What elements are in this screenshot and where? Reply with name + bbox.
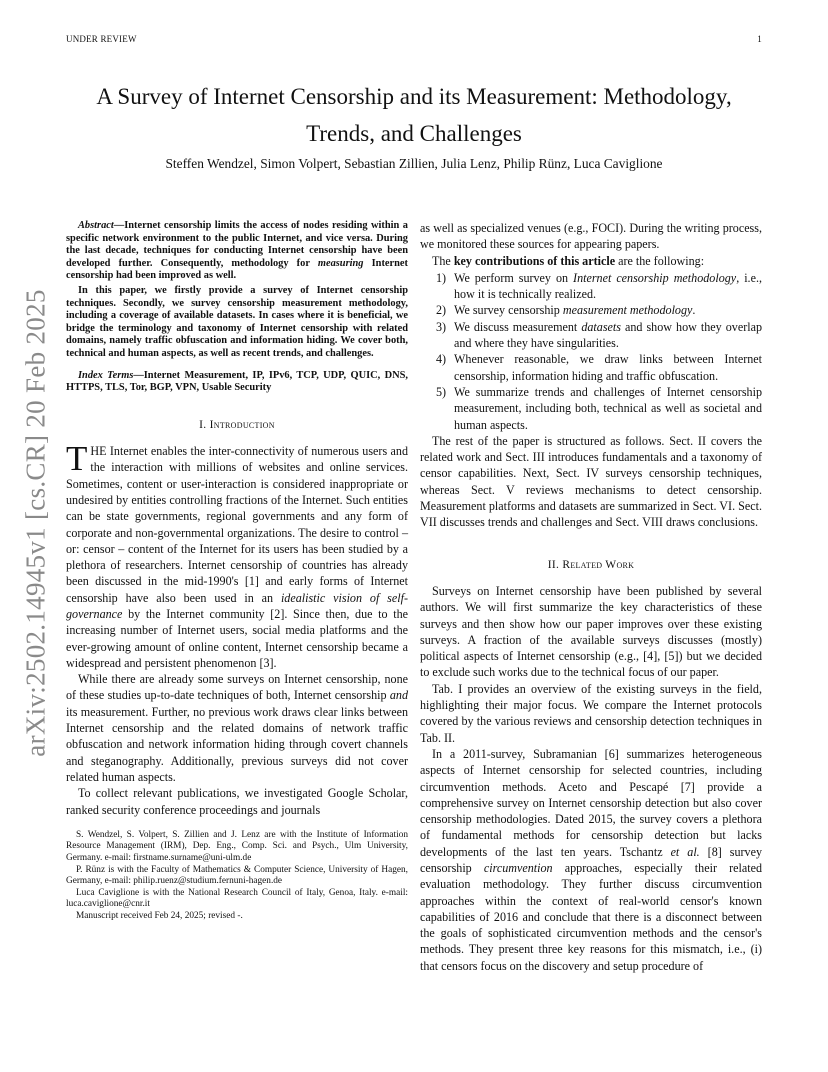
contributions-list — [420, 270, 762, 433]
paper-title: A Survey of Internet Censorship and its Measurement: Methodology, Trends, and Challenges — [96, 84, 732, 146]
related-paragraph-1: Surveys on Internet censorship have been published by several authors. We will first summarize the key characteristics of these surveys and then show how our paper improves over these existing surveys. A fraction of the available surveys discusses (mostly) political aspects of Internet censorship (e.g., [4], [5]) but we decided to exclude such works due to the technical focus of our paper. — [420, 583, 762, 680]
footnote-manuscript-dates: Manuscript received Feb 24, 2025; revised -. — [76, 911, 243, 921]
intro-paragraph-2: While there are already some surveys on Internet censorship, none of these studies up-to-date techniques of both, Internet censorship and its measurement. Further, no previous work draws clear links between Internet censorship and the related domains of network traffic obfuscation and network information hiding through covert channels and steganography. Additionally, previous surveys did not cover related human aspects. — [66, 672, 408, 784]
abstract-paragraph-2: In this paper, we firstly provide a survey of Internet censorship techniques. Secondly, we survey censorship measurement methodology, including a coverage of available datasets. In cases where it is beneficial, we bridge the terminology and taxonomy of Internet censorship with related domains, namely traffic obfuscation and information hiding. We cover both, technical and human aspects, as well as recent trends, and challenges. — [66, 284, 408, 359]
list-item: 3) We discuss measurement datasets and show how they overlap and where they have singularities. — [436, 319, 762, 351]
section-heading-introduction: I. Introduction — [199, 418, 275, 431]
index-terms-label: Index Terms — [78, 369, 134, 381]
arxiv-identifier[interactable]: arXiv:2502.14945v1 [cs.CR] 20 Feb 2025 — [20, 289, 51, 757]
intro-paragraph-3-continued: as well as specialized venues (e.g., FOCI). During the writing process, we monitored these sources for appearing papers. — [420, 221, 762, 252]
intro-paragraph-3: To collect relevant publications, we investigated Google Scholar, ranked security conference proceedings and journals — [66, 786, 408, 817]
footnote-affiliation-hagen: P. Rünz is with the Faculty of Mathematics & Computer Science, University of Hagen, Germany, e-mail: philip.ruenz@studium.fernuni-hagen.de — [66, 864, 408, 887]
section-heading-related-work: II. Related Work — [547, 558, 635, 571]
running-head — [66, 34, 762, 46]
list-item: 2) We survey censorship measurement methodology. — [436, 303, 696, 318]
list-item: 1) We perform survey on Internet censorship methodology, i.e., how it is technically realized. — [436, 270, 762, 302]
related-paragraph-2: Tab. I provides an overview of the existing surveys in the field, highlighting their major focus. We compare the Internet protocols covered by the various reviews and censorship detection techniques in Tab. II. — [420, 681, 762, 745]
author-list: Steffen Wendzel, Simon Volpert, Sebastian Zillien, Julia Lenz, Philip Rünz, Luca Caviglione — [165, 156, 663, 171]
right-column — [420, 220, 762, 974]
page-number: 1 — [757, 34, 762, 44]
paper-structure-paragraph: The rest of the paper is structured as follows. Sect. II covers the related work and Sect. III introduces fundamentals and a taxonomy of censor capabilities. Next, Sect. IV surveys censorship techniques, whereas Sect. V reviews mechanisms to detect censorship. Measurement platforms and datasets are summarized in Sect. VI. Sect. VII discusses trends and challenges and Sect. VIII draws conclusions. — [420, 433, 762, 530]
list-item: 4) Whenever reasonable, we draw links between Internet censorship, information hiding and traffic obfuscation. — [436, 352, 762, 383]
related-paragraph-3: In a 2011-survey, Subramanian [6] summarizes heterogeneous aspects of Internet censorship for selected countries, including circumvention methods. Aceto and Pescapé [7] provide a comprehensive survey on Internet censorship detection but also cover censorship methodologies. Dated 2015, the survey covers a plethora of fundamental methods for censorship detection but lacks developments of the last ten years. Tschantz et al. [8] survey censorship circumvention approaches, especially their related evaluation methodology. They further discuss circumvention approaches within the context of real-world censor's known capabilities of 2016 and conclude that there is a disconnect between the goals of sophisticated circumvention methods and the censor's methods. They present three key reasons for this mismatch, i.e., (i) that censors focus on the discovery and setup procedure of — [420, 746, 763, 973]
contributions-intro: The key contributions of this article are the following: — [432, 253, 705, 268]
drop-cap: T — [66, 439, 88, 479]
intro-paragraph-1: THE Internet enables the inter-connectivity of numerous users and the interaction with millions of websites and online services. Sometimes, content or user-interaction is considered inappropriate or undesired by entities controlling fractions of the Internet. Such entities can be state governments, regional governments and any form of corporate and non-governmental organizations. The desire to control – or: censor – content of the Internet for its users has been studied by a plethora of researchers. Internet censorship of countries has already been discussed in the mid-1990's [1] and early forms of Internet censorship have also been used in an idealistic vision of self-governance by the Internet community [2]. Since then, due to the increasing number of Internet users, social media platforms and the ever-growing amount of online content, Internet censorship became a widespread and persistent phenomenon [3]. — [66, 439, 408, 670]
footnote-affiliation-ulm: S. Wendzel, S. Volpert, S. Zillien and J. Lenz are with the Institute of Information Resource Management (IRM), Dep. Eng., Comp. Sci. and Psych., Ulm University, Germany. e-mail: firstname.surname@uni-ulm.de — [66, 829, 408, 864]
index-terms: Index Terms—Internet Measurement, IP, IPv6, TCP, UDP, QUIC, DNS, HTTPS, TLS, Tor, BGP, VPN, Usable Security — [66, 369, 408, 394]
footnotes — [66, 830, 408, 923]
abstract-paragraph-1: Abstract—Internet censorship limits the access of nodes residing within a specific network environment to the public Internet, and vice versa. During the last decade, techniques for conducting Internet censorship have been developed further. Consequently, methodology for measuring Internet censorship had been improved as well. — [66, 220, 408, 282]
journal-status: UNDER REVIEW — [66, 34, 137, 44]
footnote-affiliation-cnr: Luca Caviglione is with the National Research Council of Italy, Genoa, Italy. e-mail: luca.caviglione@cnr.it — [66, 887, 408, 910]
left-column — [66, 220, 408, 923]
arxiv-stamp — [16, 286, 56, 760]
list-item: 5) We summarize trends and challenges of Internet censorship measurement, including both, technical as well as societal and human aspects. — [436, 384, 762, 432]
abstract-label: Abstract — [78, 220, 114, 231]
